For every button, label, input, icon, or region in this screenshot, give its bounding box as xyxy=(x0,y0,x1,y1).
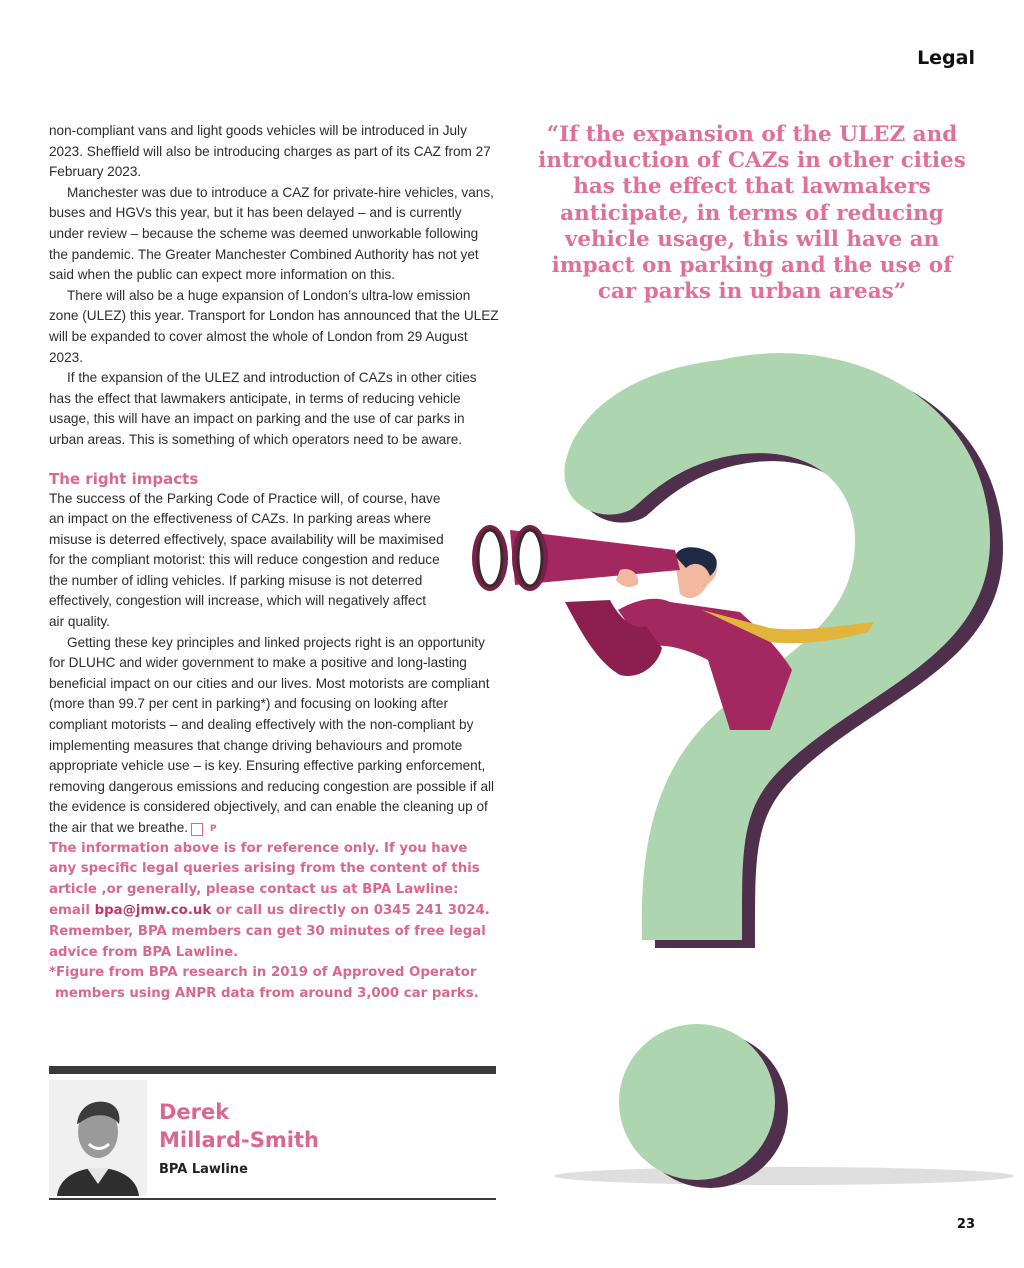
paragraph-1: non-compliant vans and light goods vehicles will be introduced in July 2023. Sheffield will also be introducing charges as part of its CAZ from 27 February 2023. xyxy=(49,123,491,180)
paragraph-3: There will also be a huge expansion of London’s ultra-low emission zone (ULEZ) this year. Transport for London has announced that the ULEZ will be expanded to cover almost the whole of London from 29 August 2023. xyxy=(49,287,499,365)
paragraph-4: If the expansion of the ULEZ and introduction of CAZs in other cities has the effect that lawmakers anticipate, in terms of reducing vehicle usage, this will have an impact on parking and the use of car parks in urban areas. This is something of which operators need to be aware. xyxy=(49,370,477,447)
author-box xyxy=(49,1066,496,1200)
author-portrait-icon xyxy=(49,1080,147,1196)
page-number: 23 xyxy=(956,1217,975,1232)
pull-quote: “If the expansion of the ULEZ and introduction of CAZs in other cities has the effect that lawmakers anticipate, in terms of reducing vehicle usage, this will have an impact on parking and the use of car parks in urban areas” xyxy=(538,122,966,305)
subheading: The right impacts xyxy=(49,469,199,488)
man-with-binoculars-question-mark-icon xyxy=(470,330,1024,1210)
section-label: Legal xyxy=(917,47,975,69)
author-organisation: BPA Lawline xyxy=(159,1162,248,1177)
email-link[interactable]: bpa@jmw.co.uk xyxy=(94,902,212,918)
author-first-name: Derek xyxy=(159,1100,230,1124)
author-last-name: Millard-Smith xyxy=(159,1128,319,1152)
footnote xyxy=(49,963,499,1005)
end-mark-icon: P xyxy=(191,823,203,836)
paragraph-6-text: Getting these key principles and linked projects right is an opportunity for DLUHC and wider government to make a positive and long-lasting beneficial impact on our cities and our lives. Most motorists are compliant (more than 99.7 per cent in parking*) and focusing on looking after compliant motorists – and dealing effectively with the non-compliant by implementing measures that change driving behaviours and promote appropriate vehicle use – is key. Ensuring effective parking enforcement, removing dangerous emissions and reducing congestion are possible if all the evidence is considered objectively, and can enable the cleaning up of the air that we breathe. xyxy=(49,634,495,835)
paragraph-2: Manchester was due to introduce a CAZ for private-hire vehicles, vans, buses and HGVs this year, but it has been delayed – and is currently under review – because the scheme was deemed unworkable following the pandemic. The Greater Manchester Combined Authority has not yet said when the public can expect more information on this. xyxy=(49,184,494,283)
footnote-line-2: members using ANPR data from around 3,000 car parks. xyxy=(55,986,479,1002)
article-body xyxy=(49,121,499,1005)
paragraph-6 xyxy=(49,633,499,839)
legal-note xyxy=(49,839,499,964)
author-name xyxy=(159,1098,319,1154)
paragraph-5: The success of the Parking Code of Practice will, of course, have an impact on the effectiveness of CAZs. In parking areas where misuse is deterred effectively, space availability will be maximised for the compliant motorist: this will reduce congestion and reduce the number of idling vehicles. If parking misuse is not deterred effectively, congestion will increase, which will negatively affect air quality. xyxy=(49,490,444,630)
footnote-line-1: *Figure from BPA research in 2019 of Approved Operator xyxy=(49,965,477,981)
legal-note-pre: The information above is for reference only. If you have any specific legal queries arising from the content of this article ,or generally, please contact us at BPA Lawline: email xyxy=(49,840,480,918)
legal-note-post: or call us directly on 0345 241 3024. Remember, BPA members can get 30 minutes of free legal advice from BPA Lawline. xyxy=(49,902,490,960)
